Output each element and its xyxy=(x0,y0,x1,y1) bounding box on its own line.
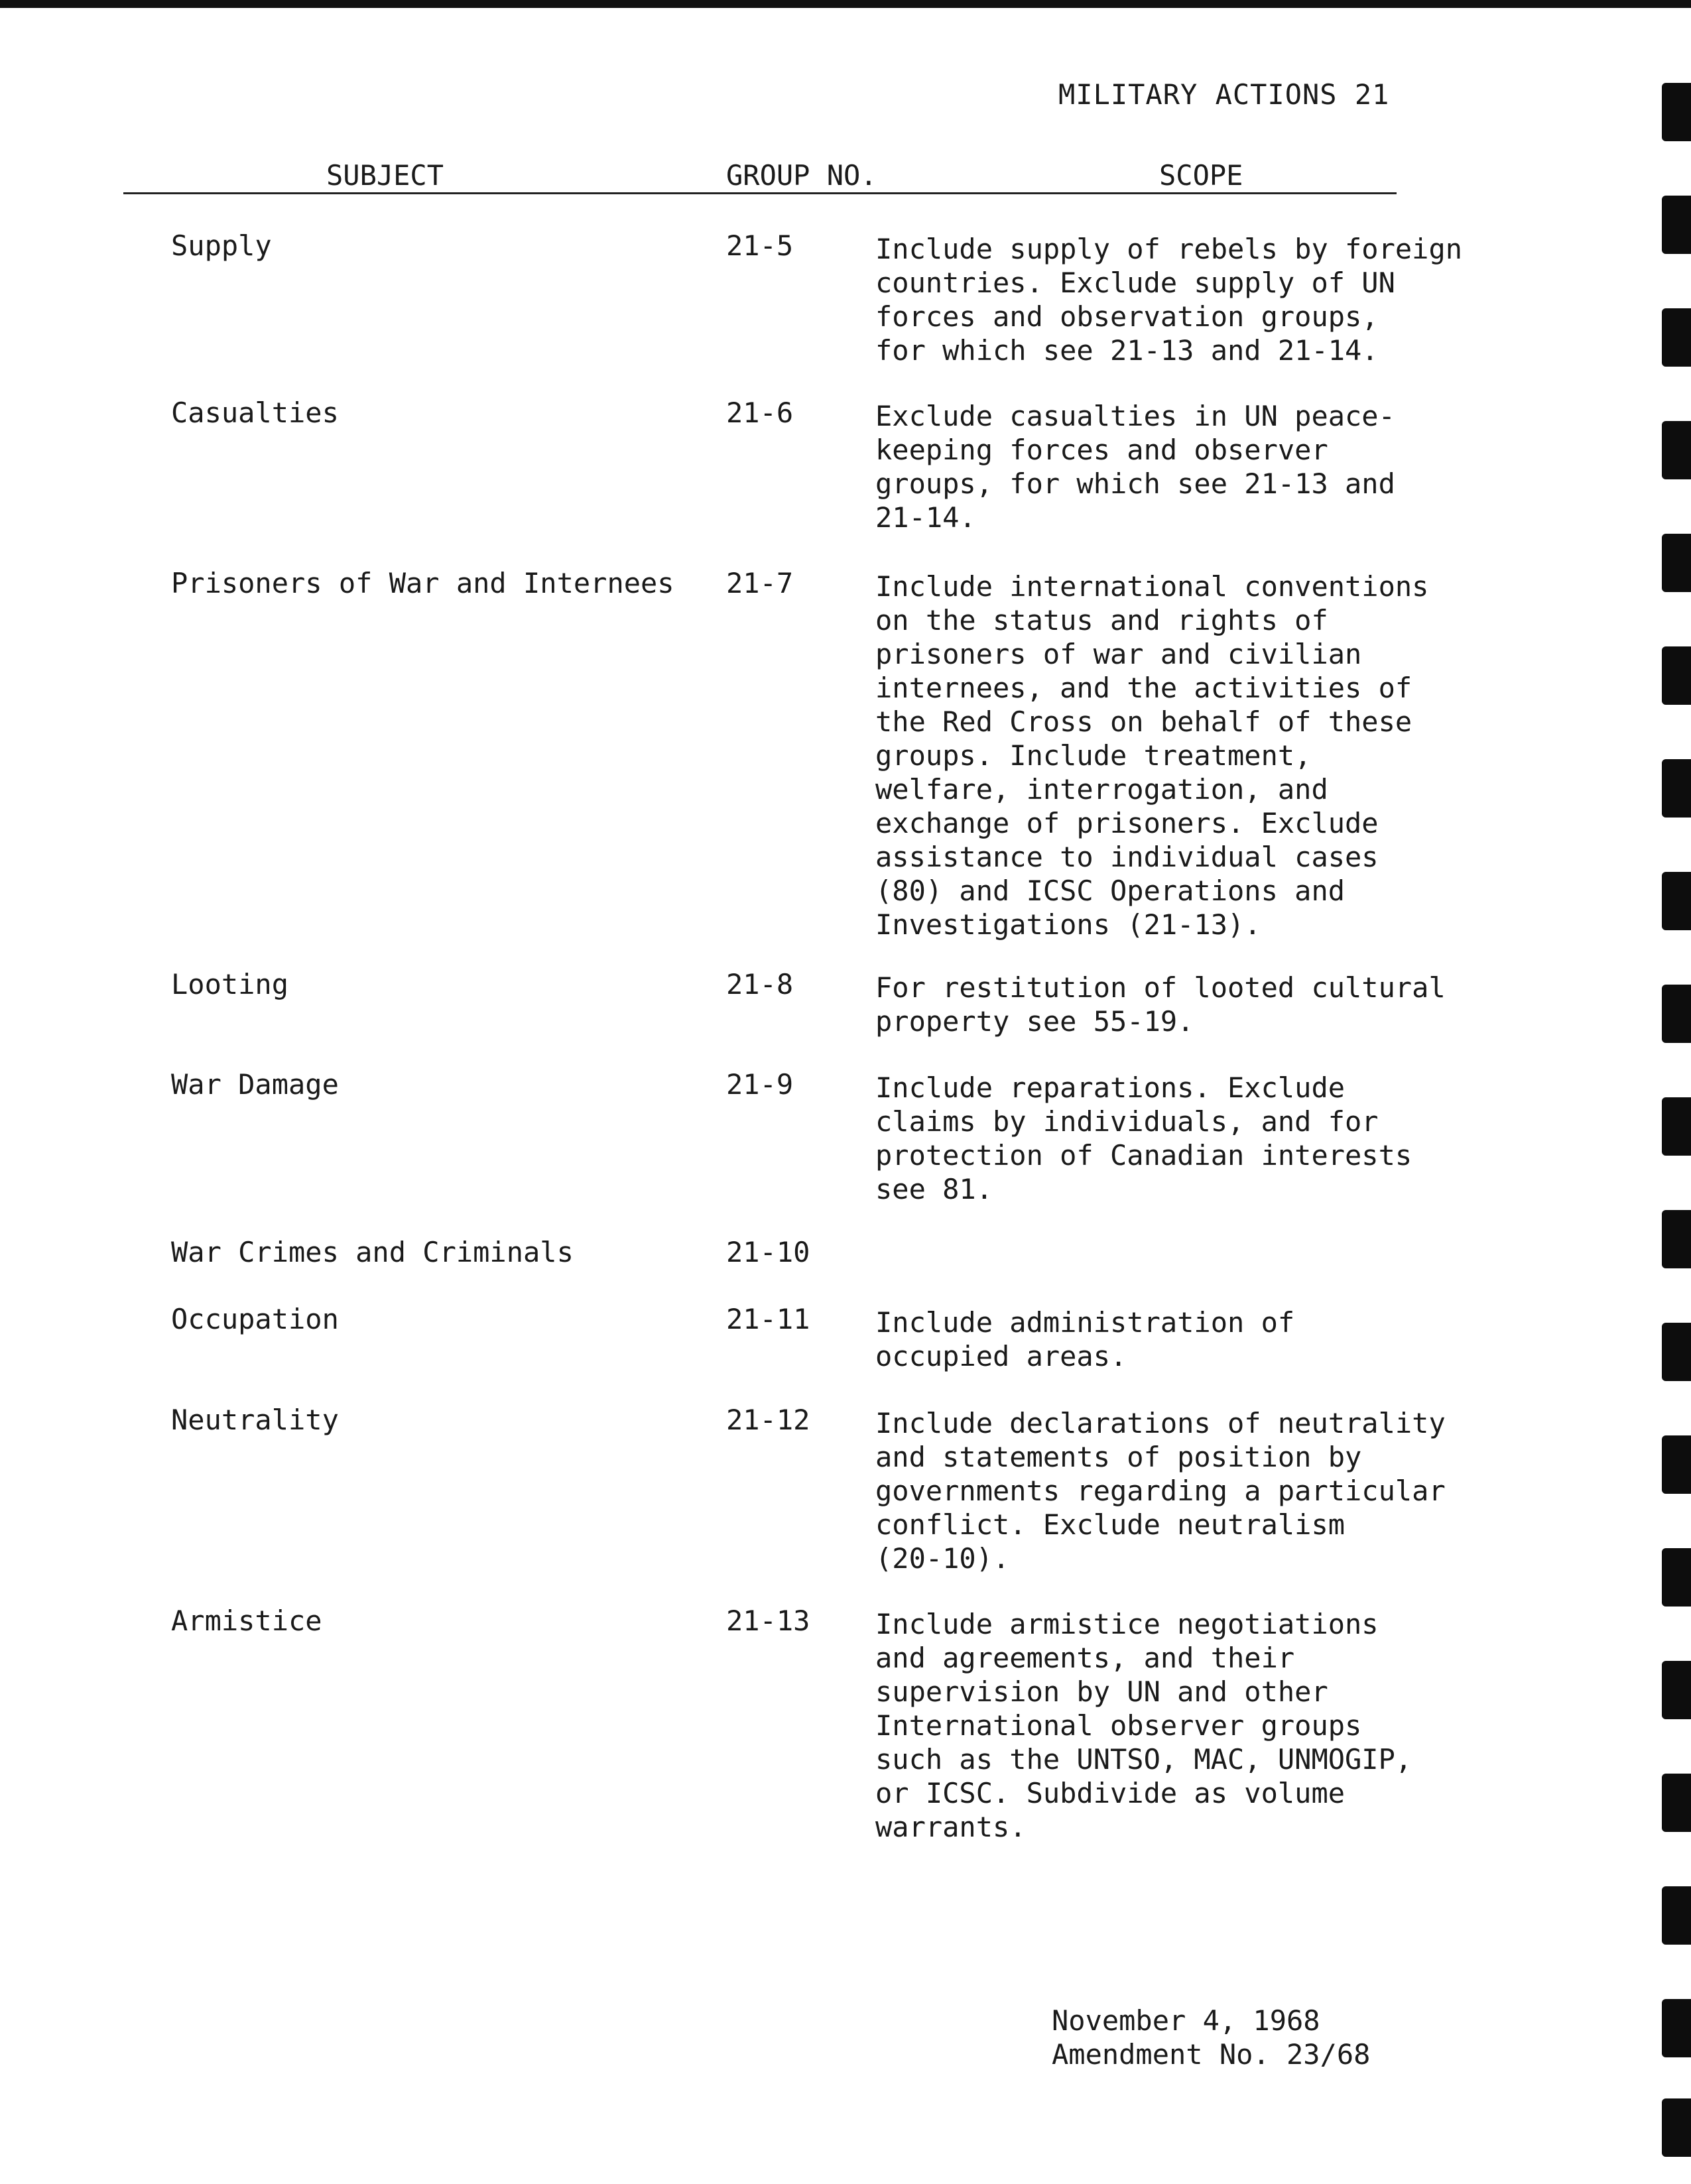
group-number: 21-5 xyxy=(726,229,794,262)
amendment-footer xyxy=(1052,2004,1370,2071)
binder-hole xyxy=(1662,759,1691,818)
scope-line: for which see 21-13 and 21-14. xyxy=(875,334,1379,367)
scope-line: groups, for which see 21-13 and xyxy=(875,467,1395,500)
scope-line: see 81. xyxy=(875,1173,993,1205)
scope-text xyxy=(875,570,1428,941)
scope-text xyxy=(875,232,1462,367)
subject: Occupation xyxy=(171,1303,339,1335)
subject: Supply xyxy=(171,229,272,262)
binder-hole xyxy=(1662,1774,1691,1832)
scope-line: warrants. xyxy=(875,1811,1027,1843)
scope-text xyxy=(875,1305,1294,1373)
scope-line: groups. Include treatment, xyxy=(875,739,1312,772)
scope-line: keeping forces and observer xyxy=(875,434,1328,466)
binder-hole xyxy=(1662,1999,1691,2057)
binder-hole xyxy=(1662,421,1691,479)
scope-line: Include armistice negotiations xyxy=(875,1608,1379,1640)
scope-line: or ICSC. Subdivide as volume xyxy=(875,1777,1346,1809)
group-number: 21-6 xyxy=(726,396,794,429)
scope-line: exchange of prisoners. Exclude xyxy=(875,807,1379,839)
group-number: 21-9 xyxy=(726,1068,794,1101)
scope-line: Include international conventions xyxy=(875,570,1429,603)
scope-line: on the status and rights of xyxy=(875,604,1328,637)
group-number: 21-11 xyxy=(726,1303,810,1335)
scope-line: property see 55-19. xyxy=(875,1005,1194,1038)
group-number: 21-12 xyxy=(726,1404,810,1436)
binder-hole xyxy=(1662,1435,1691,1494)
binder-hole xyxy=(1662,1661,1691,1719)
scope-line: forces and observation groups, xyxy=(875,300,1379,333)
scope-line: countries. Exclude supply of UN xyxy=(875,267,1395,299)
subject: Armistice xyxy=(171,1605,322,1637)
group-no-column-header: GROUP NO. xyxy=(726,159,877,192)
scope-line: prisoners of war and civilian xyxy=(875,638,1362,670)
scope-line: and statements of position by xyxy=(875,1441,1362,1473)
binder-hole xyxy=(1662,83,1691,141)
scope-line: (20-10). xyxy=(875,1542,1010,1575)
scope-line: internees, and the activities of xyxy=(875,672,1412,704)
subject: Casualties xyxy=(171,396,339,429)
scope-text xyxy=(875,399,1395,534)
binder-hole xyxy=(1662,2098,1691,2157)
binder-hole xyxy=(1662,985,1691,1043)
scope-line: and agreements, and their xyxy=(875,1642,1295,1674)
scope-text xyxy=(875,971,1446,1038)
page-title: MILITARY ACTIONS 21 xyxy=(1058,78,1390,111)
binder-hole xyxy=(1662,1210,1691,1268)
binder-hole xyxy=(1662,1886,1691,1945)
binder-hole xyxy=(1662,646,1691,705)
scope-line: Include declarations of neutrality xyxy=(875,1407,1446,1439)
scope-line: governments regarding a particular xyxy=(875,1475,1446,1507)
subject-column-header: SUBJECT xyxy=(326,159,444,192)
group-number: 21-7 xyxy=(726,567,794,599)
scope-line: Include supply of rebels by foreign xyxy=(875,233,1463,265)
scope-line: Include administration of xyxy=(875,1306,1295,1339)
scope-line: protection of Canadian interests xyxy=(875,1139,1412,1172)
group-number: 21-13 xyxy=(726,1605,810,1637)
group-number: 21-8 xyxy=(726,968,794,1001)
scope-line: claims by individuals, and for xyxy=(875,1105,1379,1138)
scope-line: Investigations (21-13). xyxy=(875,908,1261,941)
scope-line: such as the UNTSO, MAC, UNMOGIP, xyxy=(875,1743,1412,1776)
scope-line: International observer groups xyxy=(875,1709,1362,1742)
scope-line: conflict. Exclude neutralism xyxy=(875,1508,1346,1541)
binder-hole xyxy=(1662,196,1691,254)
scope-line: Exclude casualties in UN peace- xyxy=(875,400,1395,432)
subject: War Crimes and Criminals xyxy=(171,1236,574,1268)
scope-text xyxy=(875,1071,1412,1206)
binder-hole xyxy=(1662,1323,1691,1381)
scope-line: occupied areas. xyxy=(875,1340,1127,1372)
binder-hole xyxy=(1662,1548,1691,1607)
binder-hole xyxy=(1662,1097,1691,1156)
footer-amendment: Amendment No. 23/68 xyxy=(1052,2038,1371,2071)
subject: Prisoners of War and Internees xyxy=(171,567,674,599)
scope-text xyxy=(875,1406,1446,1575)
scope-line: the Red Cross on behalf of these xyxy=(875,705,1412,738)
scope-line: 21-14. xyxy=(875,501,976,534)
scope-line: (80) and ICSC Operations and xyxy=(875,875,1346,907)
scope-line: welfare, interrogation, and xyxy=(875,773,1328,806)
group-number: 21-10 xyxy=(726,1236,810,1268)
subject: Neutrality xyxy=(171,1404,339,1436)
scope-line: assistance to individual cases xyxy=(875,841,1379,873)
scope-line: For restitution of looted cultural xyxy=(875,971,1446,1004)
header-rule xyxy=(123,192,1397,194)
scope-line: Include reparations. Exclude xyxy=(875,1071,1346,1104)
scope-column-header: SCOPE xyxy=(1159,159,1243,192)
binder-hole xyxy=(1662,308,1691,367)
subject: Looting xyxy=(171,968,289,1001)
subject: War Damage xyxy=(171,1068,339,1101)
footer-date: November 4, 1968 xyxy=(1052,2004,1320,2037)
scope-text xyxy=(875,1607,1412,1844)
scope-line: supervision by UN and other xyxy=(875,1675,1328,1708)
scan-top-edge xyxy=(0,0,1691,8)
binder-hole xyxy=(1662,872,1691,930)
binder-hole xyxy=(1662,534,1691,592)
